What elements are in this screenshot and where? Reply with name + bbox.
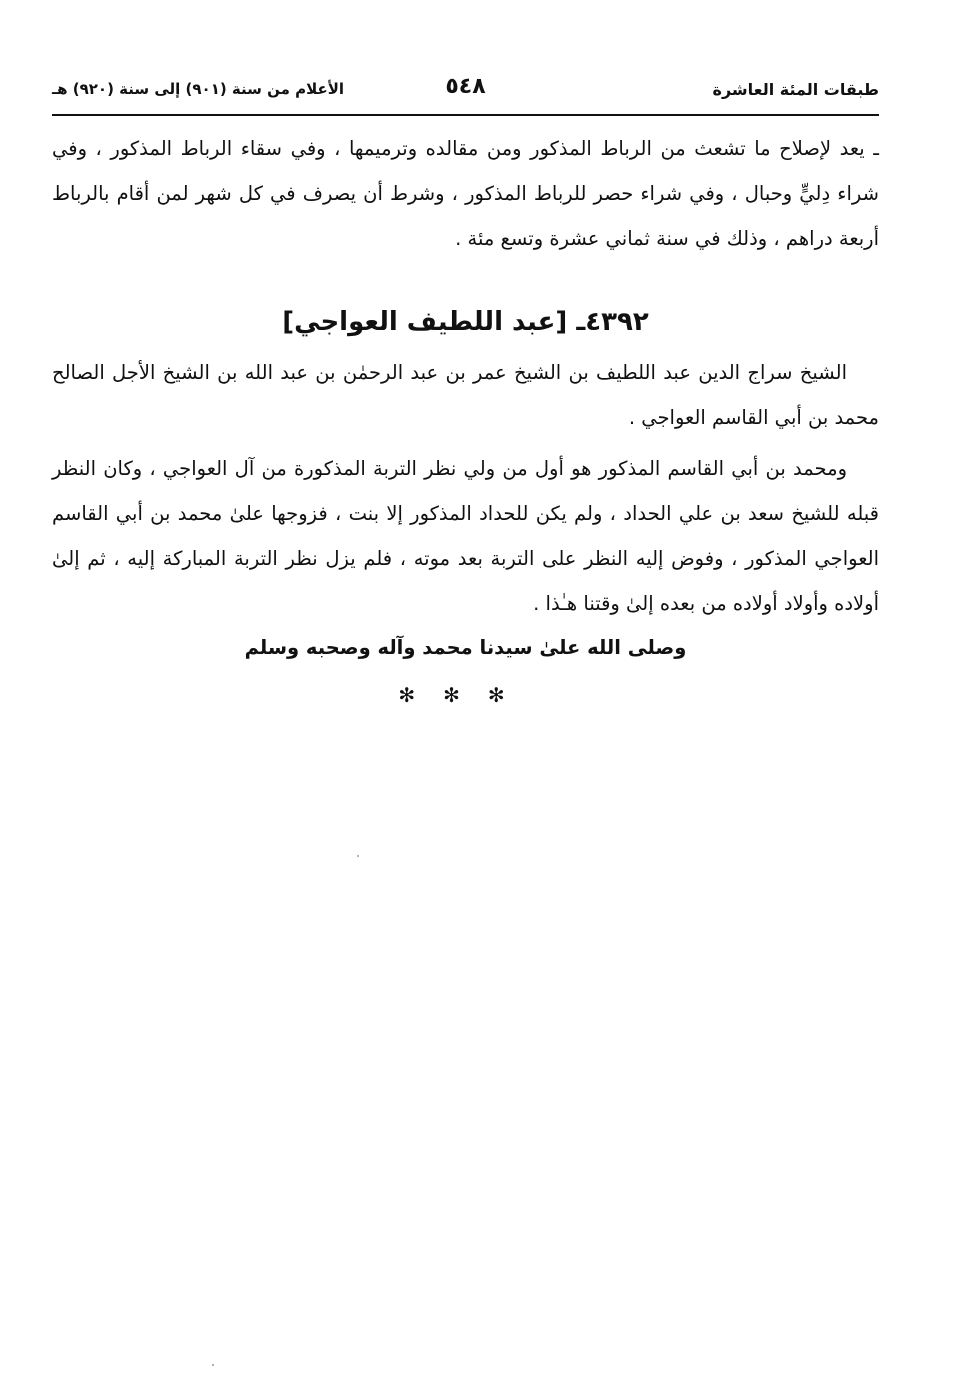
asterism-icon: ✻ — [487, 683, 533, 707]
range-title: الأعلام من سنة (٩٠١) إلى سنة (٩٢٠) هـ — [52, 80, 345, 98]
entry-paragraph-2: ومحمد بن أبي القاسم المذكور هو أول من ولي نظر التربة المذكورة من آل العواجي ، وكان النظر قبله للشيخ سعد بن علي الحداد ، ولم يكن للحداد المذكور إلا بنت ، فزوجها علىٰ محمد بن أبي القاسم العواجي المذكور ، وفوض إليه النظر على التربة بعد موته ، فلم يزل نظر التربة المباركة إليه ، ثم إلىٰ أولاده وأولاد أولاده من بعده إلىٰ وقتنا هـٰذا . — [52, 457, 879, 615]
book-title: طبقات المئة العاشرة — [712, 80, 879, 99]
section-ornament — [52, 680, 879, 710]
page-number: ٥٤٨ — [445, 74, 486, 99]
continued-paragraph: ـ يعد لإصلاح ما تشعث من الرباط المذكور ومن مقالده وترميمها ، وفي سقاء الرباط المذكور ، وفي شراء دِليٍّ وحبال ، وفي شراء حصر للرباط المذكور ، وشرط أن يصرف في كل شهر لمن أقام بالرباط أربعة دراهم ، وذلك في سنة ثماني عشرة وتسع مئة . — [52, 137, 879, 250]
scan-speck — [357, 855, 359, 857]
closing-prayer: وصلى الله علىٰ سيدنا محمد وآله وصحبه وسلم — [244, 636, 687, 659]
entry-paragraph-1: الشيخ سراج الدين عبد اللطيف بن الشيخ عمر بن عبد الرحمٰن بن عبد الله بن الشيخ الأجل الصالح محمد بن أبي القاسم العواجي . — [52, 361, 879, 429]
scan-speck — [212, 1364, 214, 1366]
asterism-icon: ✻ — [443, 683, 488, 707]
running-header — [52, 74, 879, 108]
asterism-icon: ✻ — [398, 683, 444, 707]
entry-title: ٤٣٩٢ـ [عبد اللطيف العواجي] — [282, 307, 649, 337]
header-rule — [52, 114, 879, 116]
